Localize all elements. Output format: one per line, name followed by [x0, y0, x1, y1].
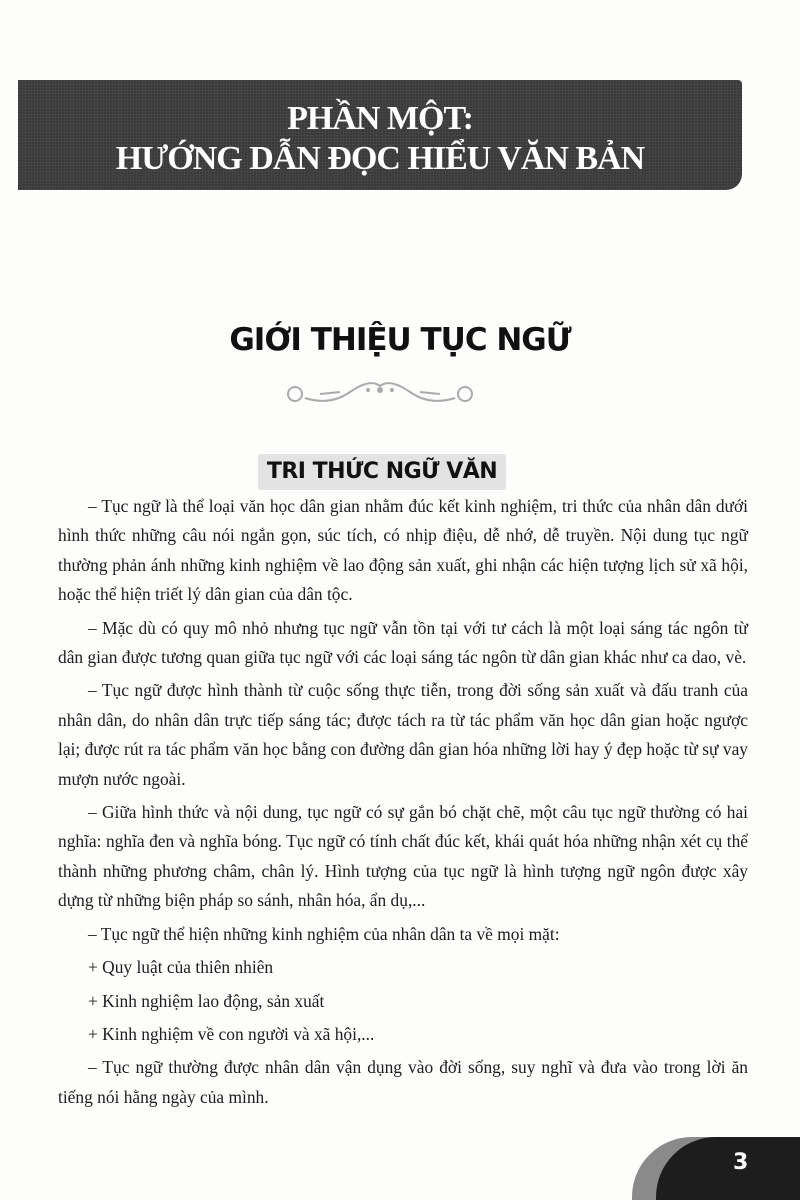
paragraph: – Tục ngữ được hình thành từ cuộc sống thực tiễn, trong đời sống sản xuất và đấu tranh của nhân dân, do nhân dân trực tiếp sáng tác; được tách ra từ tác phẩm văn học dân gian hoặc ngược lại; được rút ra tác phẩm văn học bằng con đường dân gian hóa những lời hay ý đẹp hoặc từ sự vay mượn nước ngoài.	[58, 680, 748, 789]
paragraph: – Tục ngữ là thể loại văn học dân gian nhằm đúc kết kinh nghiệm, tri thức của nhân dân dưới hình thức những câu nói ngắn gọn, súc tích, có nhịp điệu, dễ nhớ, dễ truyền. Nội dung tục ngữ thường phản ánh những kinh nghiệm về lao động sản xuất, ghi nhận các hiện tượng lịch sử xã hội, hoặc thể hiện triết lý dân gian của dân tộc.	[58, 496, 748, 605]
part-label: PHẦN MỘT:	[287, 100, 473, 137]
paragraph: – Tục ngữ thể hiện những kinh nghiệm của nhân dân ta về mọi mặt:	[88, 923, 560, 944]
ornament-divider-icon	[280, 372, 480, 412]
list-item: + Quy luật của thiên nhiên	[88, 957, 274, 978]
paragraph: – Mặc dù có quy mô nhỏ nhưng tục ngữ vẫn tồn tại với tư cách là một loại sáng tác ngôn từ dân gian được tương quan giữa tục ngữ với các loại sáng tác ngôn từ dân gian khác như ca dao, vè.	[58, 617, 748, 668]
list-item: + Kinh nghiệm lao động, sản xuất	[88, 990, 325, 1011]
page-number: 3	[733, 1150, 749, 1175]
part-title: HƯỚNG DẪN ĐỌC HIỂU VĂN BẢN	[115, 140, 645, 177]
list-item: + Kinh nghiệm về con người và xã hội,...	[88, 1023, 375, 1044]
chapter-title: GIỚI THIỆU TỤC NGỮ	[229, 322, 571, 358]
part-banner	[18, 80, 742, 190]
body-text	[58, 492, 748, 1116]
paragraph: – Giữa hình thức và nội dung, tục ngữ có sự gắn bó chặt chẽ, một câu tục ngữ thường có hai nghĩa: nghĩa đen và nghĩa bóng. Tục ngữ có tính chất đúc kết, khái quát hóa những nhận xét cụ thể thành những phương châm, chân lý. Hình tượng của tục ngữ là hình tượng ngữ ngôn được xây dựng từ những biện pháp so sánh, nhân hóa, ẩn dụ,...	[58, 802, 748, 911]
paragraph: – Tục ngữ thường được nhân dân vận dụng vào đời sống, suy nghĩ và đưa vào trong lời ăn tiếng nói hằng ngày của mình.	[58, 1057, 748, 1107]
section-heading: TRI THỨC NGỮ VĂN	[258, 454, 506, 490]
